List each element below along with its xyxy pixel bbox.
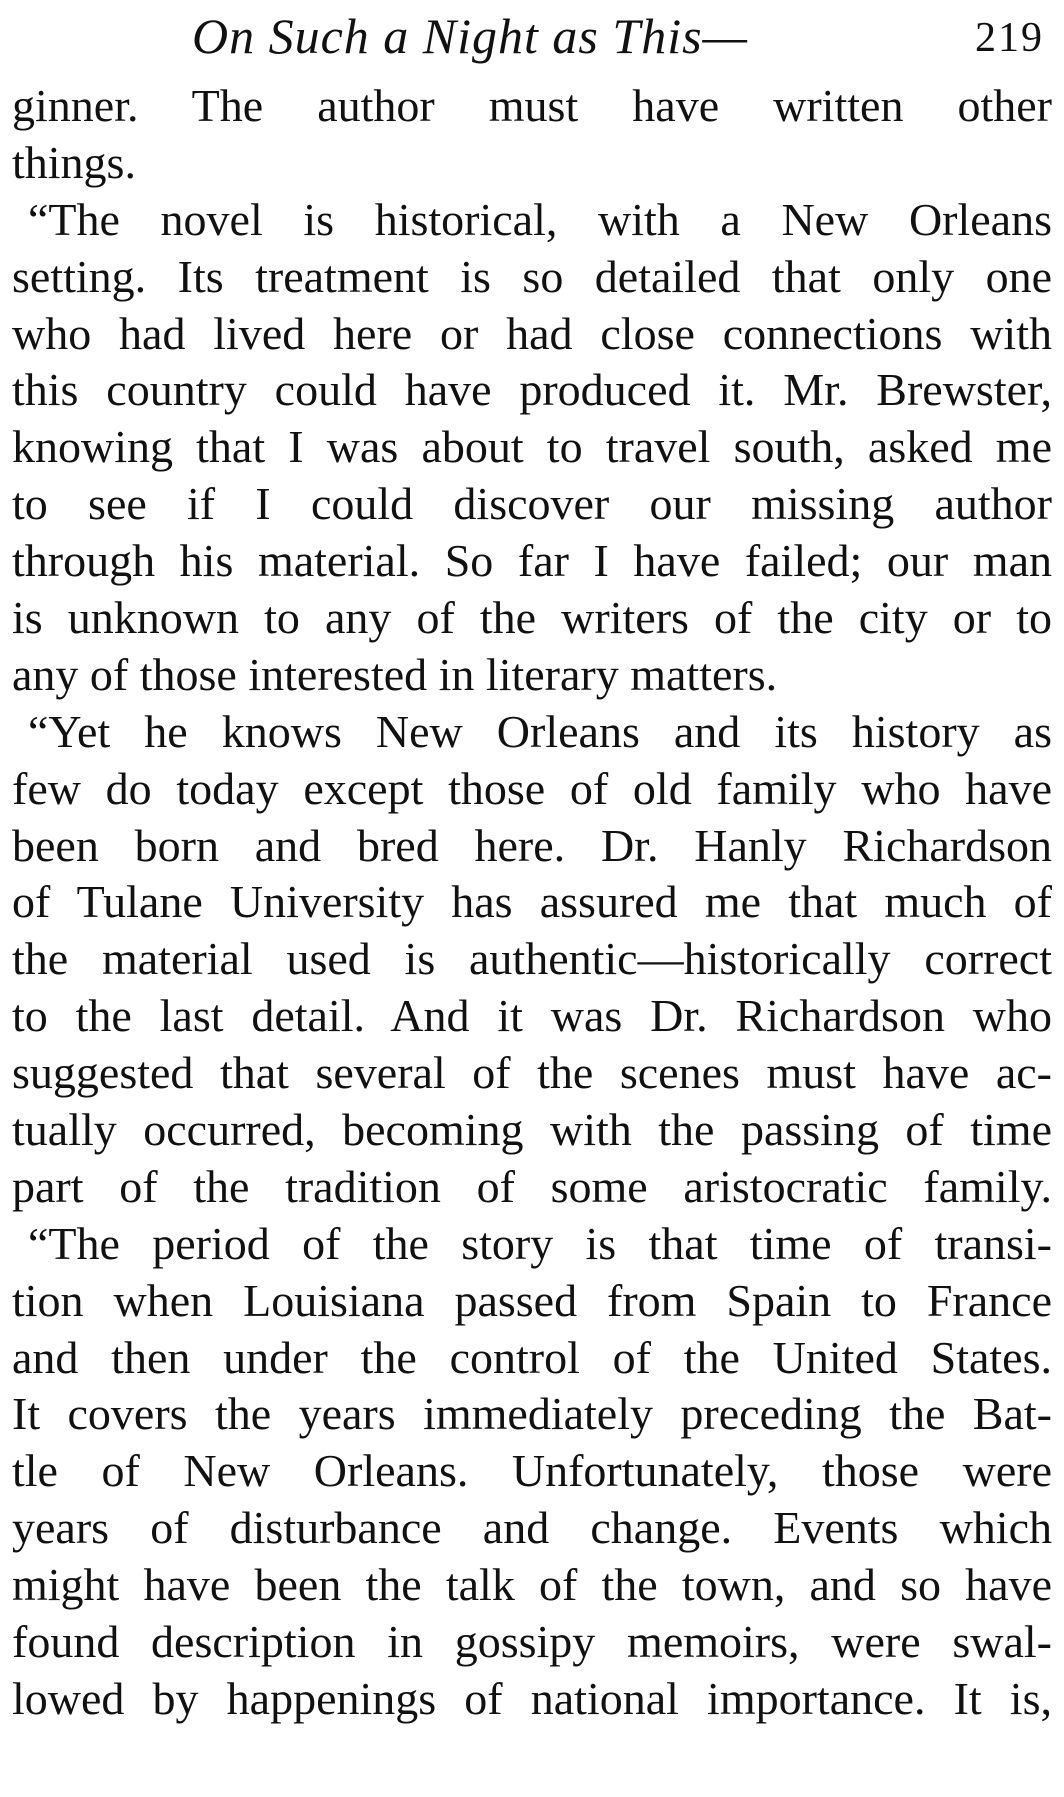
body-text (12, 78, 1052, 1728)
text-line: knowing that I was about to travel south, asked me (12, 421, 1052, 473)
text-line: “The period of the story is that time of transi- (28, 1217, 1052, 1269)
text-line: tle of New Orleans. Unfortunately, those were (12, 1445, 1052, 1497)
text-line: the material used is authentic—historically correct (12, 933, 1052, 985)
text-line: through his material. So far I have failed; our man (12, 535, 1052, 587)
text-line: might have been the talk of the town, and so have (12, 1559, 1052, 1611)
text-line: and then under the control of the United States. (12, 1331, 1052, 1383)
text-line: to the last detail. And it was Dr. Richardson who (12, 990, 1052, 1042)
text-line: few do today except those of old family who have (12, 762, 1052, 814)
text-line: “The novel is historical, with a New Orleans (28, 193, 1052, 245)
text-line: is unknown to any of the writers of the city or to (12, 592, 1052, 644)
text-line: to see if I could discover our missing author (12, 478, 1052, 530)
text-line: been born and bred here. Dr. Hanly Richardson (12, 819, 1052, 871)
text-line: who had lived here or had close connections with (12, 307, 1052, 359)
text-line: suggested that several of the scenes must have ac- (12, 1047, 1052, 1099)
text-line: setting. Its treatment is so detailed that only one (12, 250, 1052, 302)
book-page (12, 0, 1052, 1724)
text-line: lowed by happenings of national importance. It is, (12, 1672, 1052, 1724)
text-line: tually occurred, becoming with the passing of time (12, 1104, 1052, 1156)
text-line: ginner. The author must have written other (12, 80, 1052, 131)
text-line: part of the tradition of some aristocratic family. (12, 1160, 1052, 1212)
text-line: this country could have produced it. Mr. Brewster, (12, 364, 1052, 416)
text-line: It covers the years immediately preceding the Bat- (12, 1388, 1052, 1440)
text-line: tion when Louisiana passed from Spain to France (12, 1274, 1052, 1326)
page-number: 219 (975, 15, 1044, 61)
text-line: found description in gossipy memoirs, were swal- (12, 1616, 1052, 1668)
page-header (12, 0, 1052, 74)
text-line: things. (12, 136, 136, 188)
text-line: “Yet he knows New Orleans and its history as (28, 705, 1052, 757)
text-line: years of disturbance and change. Events which (12, 1502, 1052, 1554)
text-line: of Tulane University has assured me that much of (12, 876, 1052, 928)
running-title: On Such a Night as This— (192, 8, 749, 64)
text-line: any of those interested in literary matters. (12, 648, 778, 700)
